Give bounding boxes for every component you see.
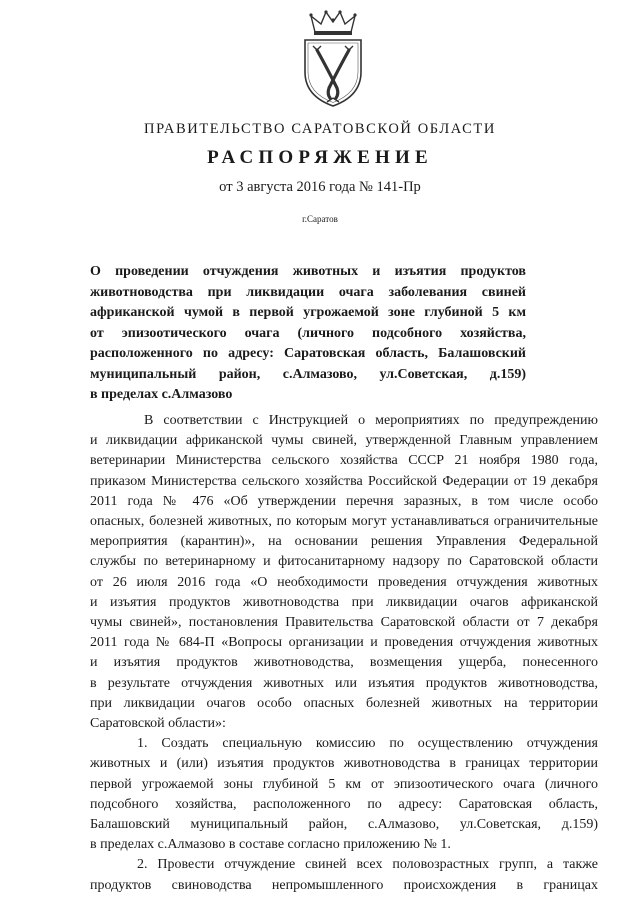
body-line: и изъятия продуктов животноводства при ликвидации очагов африканской — [90, 594, 598, 610]
body-line: животных и (или) изъятия продуктов животноводства в границах территории — [90, 756, 598, 772]
body-line: чумы свиней», постановления Правительства Саратовской области от 7 декабря — [90, 615, 598, 631]
subject-line: муниципальный район, с.Алмазово, ул.Советская, д.159) — [90, 366, 526, 382]
body-line: и ликвидации африканской чумы свиней, утвержденной Главным управлением — [90, 433, 598, 449]
body-line: первой угрожаемой зоны глубиной 5 км от эпизоотического очага (личного — [90, 776, 598, 792]
subject-line: О проведении отчуждения животных и изъятия продуктов — [90, 264, 526, 279]
body-line: ветеринарии Министерства сельского хозяйства СССР 21 ноября 1980 года, — [90, 453, 598, 469]
body-line: службы по ветеринарному и фитосанитарному надзору по Саратовской области — [90, 554, 598, 570]
body-line: В соответствии с Инструкцией о мероприятиях по предупреждению — [144, 413, 598, 428]
saratov-coat-of-arms-icon — [293, 10, 373, 110]
document-subject — [90, 262, 526, 406]
body-line: подсобного хозяйства, расположенного по адресу: Саратовская область, — [90, 796, 598, 812]
body-line: Балашовский муниципальный район, с.Алмазово, ул.Советская, д.159) — [90, 817, 598, 833]
body-line: в результате отчуждения животных или изъятия продуктов животноводства, — [90, 675, 598, 691]
document-date-number: от 3 августа 2016 года № 141-Пр — [219, 179, 421, 195]
body-line: от 26 июля 2016 года «О необходимости проведения отчуждения животных — [90, 574, 598, 590]
document-place: г.Саратов — [302, 214, 338, 224]
body-line: приказом Министерства сельского хозяйства Российской Федерации от 19 декабря — [90, 473, 598, 489]
body-line: в пределах с.Алмазово в составе согласно приложению № 1. — [90, 837, 451, 853]
organization-title: ПРАВИТЕЛЬСТВО САРАТОВСКОЙ ОБЛАСТИ — [144, 121, 496, 137]
body-line: опасных, болезней животных, по которым могут устанавливаться ограничительные — [90, 514, 598, 530]
subject-line: в пределах с.Алмазово — [90, 387, 233, 402]
subject-line: животноводства при ликвидации очага заболевания свиней — [90, 284, 526, 300]
document-type-title: РАСПОРЯЖЕНИЕ — [207, 147, 433, 168]
body-line: при ликвидации очагов особо опасных болезней животных на территории — [90, 695, 598, 711]
body-line: 1. Создать специальную комиссию по осуществлению отчуждения — [137, 736, 598, 752]
body-line: продуктов свиноводства непромышленного происхождения в границах — [90, 877, 598, 893]
body-line: и изъятия продуктов животноводства, возмещения ущерба, понесенного — [90, 655, 598, 671]
body-line: 2011 года № 476 «Об утверждении перечня заразных, в том числе особо — [90, 493, 598, 509]
body-line: Саратовской области»: — [90, 716, 226, 732]
subject-line: от эпизоотического очага (личного подсобного хозяйства, — [90, 325, 526, 341]
subject-line: расположенного по адресу: Саратовская область, Балашовский — [90, 346, 526, 361]
subject-line: африканской чумой в первой угрожаемой зоне глубиной 5 км — [90, 305, 526, 320]
coat-of-arms-emblem — [293, 10, 373, 110]
body-line: мероприятия (карантин)», на основании решения Управления Федеральной — [90, 534, 598, 550]
body-line: 2011 года № 684-П «Вопросы организации и проведения отчуждения животных — [90, 635, 598, 651]
document-body — [90, 411, 598, 896]
body-line: 2. Провести отчуждение свиней всех половозрастных групп, а также — [137, 857, 598, 873]
